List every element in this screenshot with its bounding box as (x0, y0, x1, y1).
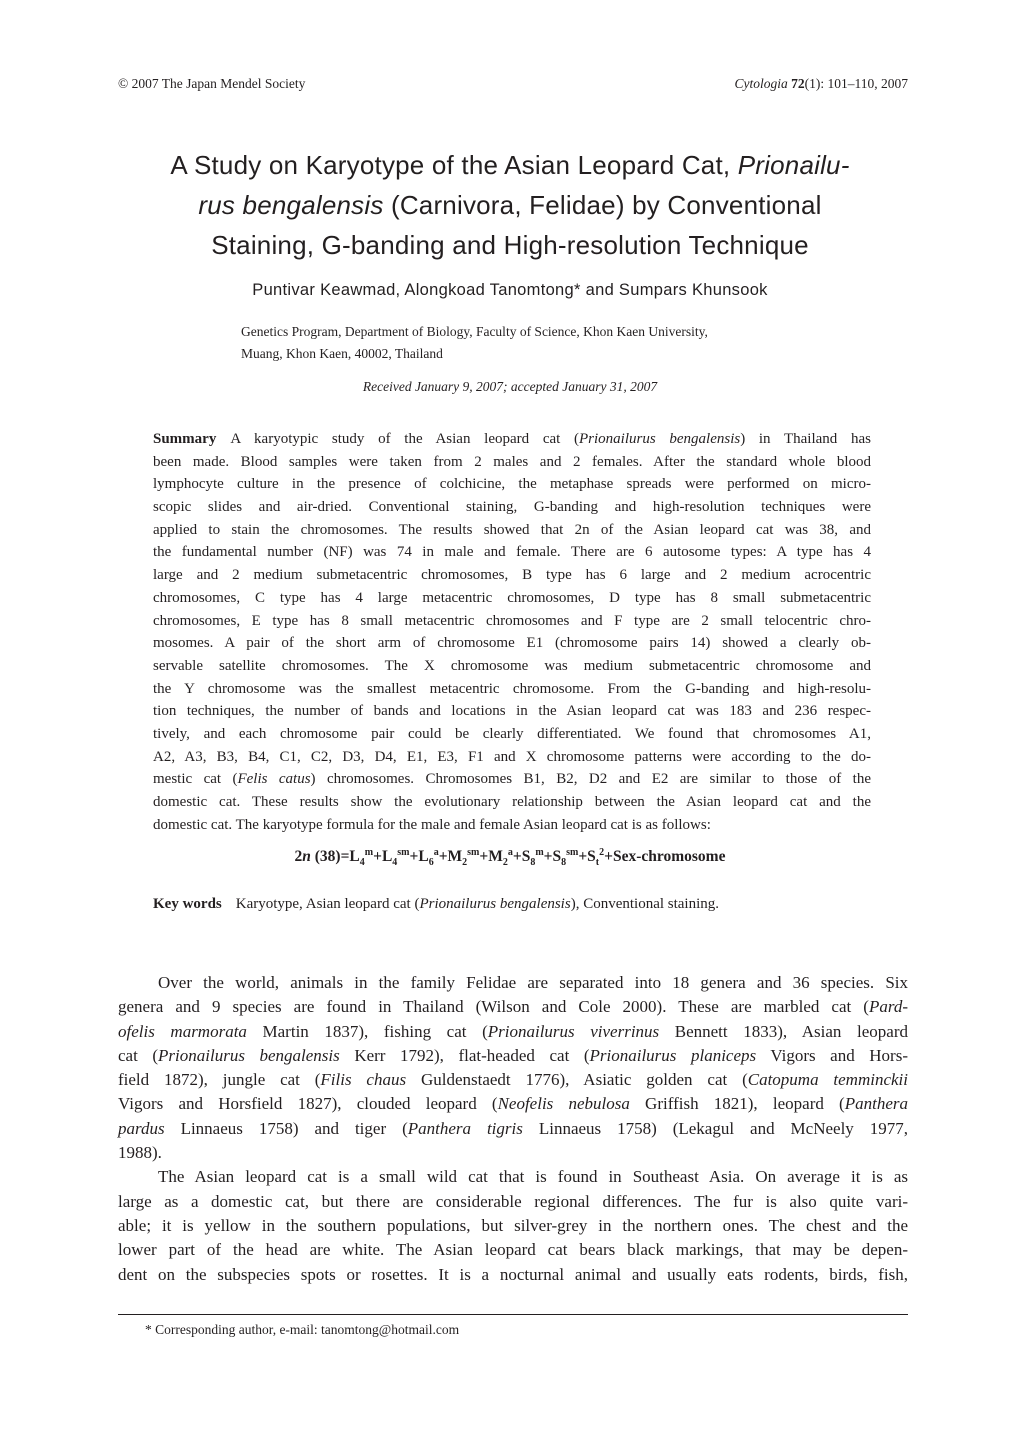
karyotype-formula: 2n $(38)=L_4^m+L_4^{sm}+L_6^a+M_2^{sm}+M_2^a+S_8^m+S_8^{sm}+S_t^2+Sex$-chromosome (294, 846, 726, 869)
body-line: Over the world, animals in the family Felidae are separated into 18 genera and 36 species. Six (158, 973, 908, 992)
body-line: genera and 9 species are found in Thailand (Wilson and Cole 2000). These are marbled cat (Pard- (118, 997, 908, 1017)
summary-line: mosomes. A pair of the short arm of chromosome E1 (chromosome pairs 14) showed a clearly ob- (153, 635, 871, 652)
affiliation (241, 321, 841, 365)
summary-line: been made. Blood samples were taken from 2 males and 2 females. After the standard whole blood (153, 453, 871, 470)
body-line: pardus Linnaeus 1758) and tiger (Panthera tigris Linnaeus 1758) (Lekagul and McNeely 1977, (118, 1118, 908, 1138)
title-line-1: A Study on Karyotype of the Asian Leopard Cat, Prionailu- (170, 150, 850, 180)
title-line-3: Staining, G-banding and High-resolution Technique (211, 230, 809, 260)
body-line: Vigors and Horsfield 1827), clouded leopard (Neofelis nebulosa Griffish 1821), leopard (Panthera (118, 1094, 908, 1114)
summary-line: A2, A3, B3, B4, C1, C2, D3, D4, E1, E3, F1 and X chromosome patterns were according to the do- (153, 748, 871, 765)
body-line: cat (Prionailurus bengalensis Kerr 1792), flat-headed cat (Prionailurus planiceps Vigors and Hors- (118, 1045, 908, 1065)
journal-citation (735, 76, 909, 92)
author-list: Puntivar Keawmad, Alongkoad Tanomtong* and Sumpars Khunsook (252, 281, 768, 299)
summary-line: Summary A karyotypic study of the Asian leopard cat (Prionailurus bengalensis) in Thailand has (153, 431, 871, 447)
affiliation-line-1: Genetics Program, Department of Biology, Faculty of Science, Khon Kaen University, (241, 324, 708, 339)
summary-line: applied to stain the chromosomes. The results showed that 2n of the Asian leopard cat was 38, and (153, 521, 871, 538)
journal-name: Cytologia (734, 76, 788, 91)
body-line: lower part of the head are white. The Asian leopard cat bears black markings, that may be depen- (118, 1240, 908, 1260)
body-text (118, 971, 908, 1287)
copyright-notice: © 2007 The Japan Mendel Society (118, 76, 306, 91)
summary-line: chromosomes, C type has 4 large metacentric chromosomes, D type has 8 small submetacentric (153, 589, 871, 606)
summary-line: tion techniques, the number of bands and locations in the Asian leopard cat was 183 and 236 respec- (153, 703, 871, 720)
journal-volume: 72 (791, 76, 805, 91)
summary-line: mestic cat (Felis catus) chromosomes. Chromosomes B1, B2, D2 and E2 are similar to those of the (153, 771, 871, 788)
summary-line: the fundamental number (NF) was 74 in male and female. There are 6 autosome types: A type has 4 (153, 544, 871, 561)
footnote-rule (118, 1314, 908, 1315)
title-line-2: rus bengalensis (Carnivora, Felidae) by Conventional (198, 190, 822, 220)
summary-line: scopic slides and air-dried. Conventional staining, G-banding and high-resolution techniques were (153, 499, 871, 516)
summary-line: tively, and each chromosome pair could be clearly differentiated. We found that chromosomes A1, (153, 725, 871, 742)
summary-line: large and 2 medium submetacentric chromosomes, B type has 6 large and 2 medium acrocentric (153, 567, 871, 584)
affiliation-line-2: Muang, Khon Kaen, 40002, Thailand (241, 346, 443, 361)
summary-line: the Y chromosome was the smallest metacentric chromosome. From the G-banding and high-resolu- (153, 680, 871, 697)
received-dates: Received January 9, 2007; accepted January 31, 2007 (362, 379, 658, 394)
corresponding-author-footnote: * Corresponding author, e-mail: tanomtong@hotmail.com (145, 1322, 460, 1337)
key-words: Key words Karyotype, Asian leopard cat (Prionailurus bengalensis), Conventional staining. (153, 896, 720, 912)
journal-issue-pages: (1): 101–110, 2007 (804, 76, 908, 91)
key-words-label: Key words (153, 896, 222, 912)
paper-title (100, 145, 920, 265)
summary-label: Summary (153, 431, 217, 447)
summary-line: lymphocyte culture in the presence of colchicine, the metaphase spreads were performed on micro- (153, 476, 871, 493)
body-line: field 1872), jungle cat (Filis chaus Guldenstaedt 1776), Asiatic golden cat (Catopuma temminckii (118, 1070, 908, 1090)
body-line: The Asian leopard cat is a small wild cat that is found in Southeast Asia. On average it is as (158, 1167, 908, 1187)
body-line: large as a domestic cat, but there are considerable regional differences. The fur is also quite vari- (118, 1191, 908, 1211)
body-line: able; it is yellow in the southern populations, but silver-grey in the northern ones. The chest and the (118, 1215, 908, 1235)
body-line: 1988). (118, 1143, 162, 1163)
body-line: ofelis marmorata Martin 1837), fishing cat (Prionailurus viverrinus Bennett 1833), Asian leopard (118, 1021, 908, 1041)
summary-line: domestic cat. These results show the evolutionary relationship between the Asian leopard cat and the (153, 794, 871, 810)
summary-line: servable satellite chromosomes. The X chromosome was medium submetacentric chromosome and (153, 657, 871, 674)
summary-line: domestic cat. The karyotype formula for the male and female Asian leopard cat is as follows: (153, 816, 711, 833)
body-line: dent on the subspecies spots or rosettes. It is a nocturnal animal and usually eats rodents, birds, fish, (118, 1264, 908, 1284)
summary-abstract (153, 428, 871, 836)
summary-line: chromosomes, E type has 8 small metacentric chromosomes and F type are 2 small telocentric chro- (153, 612, 871, 629)
